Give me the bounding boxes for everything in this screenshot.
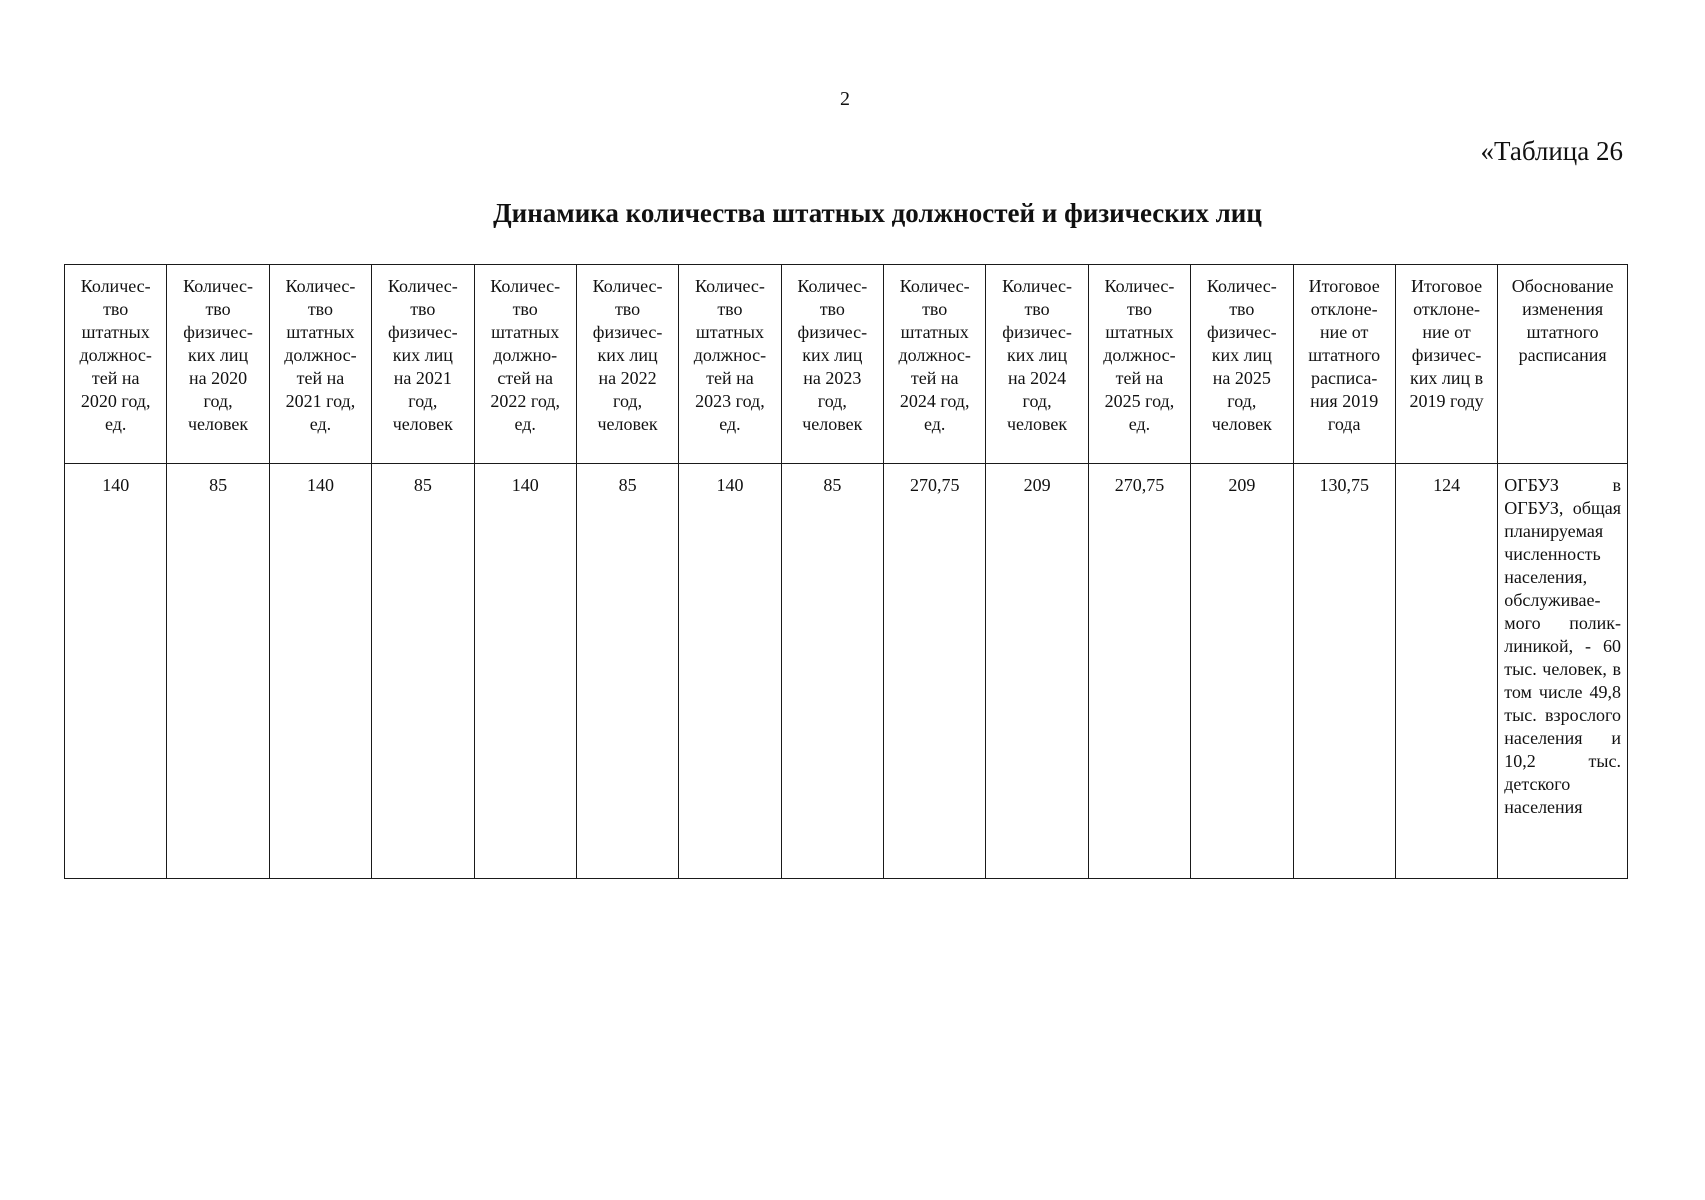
column-header xyxy=(781,265,883,464)
column-header-line: физичес- xyxy=(1002,322,1072,342)
table-header-row xyxy=(65,265,1628,464)
column-header-line: тво xyxy=(614,299,641,319)
table-cell: 85 xyxy=(781,464,883,879)
table-cell: 130,75 xyxy=(1293,464,1395,879)
table-cell: 209 xyxy=(986,464,1088,879)
column-header-line: год, xyxy=(817,391,847,411)
column-header-line: Итоговое xyxy=(1308,276,1380,296)
column-header-line: отклоне- xyxy=(1310,299,1378,319)
column-header-line: тво xyxy=(1229,299,1255,319)
column-header-line: ких лиц xyxy=(597,345,658,365)
column-header-line: человек xyxy=(1211,414,1272,434)
column-header xyxy=(679,265,781,464)
column-header-line: Количес- xyxy=(592,276,663,296)
column-header-line: человек xyxy=(392,414,453,434)
page-number: 2 xyxy=(840,88,850,110)
column-header-line: расписания xyxy=(1518,345,1607,365)
column-header-line: физичес- xyxy=(1411,345,1482,365)
column-header-line: ких лиц xyxy=(802,345,863,365)
column-header-line: штатных xyxy=(286,322,355,342)
column-header-line: на 2021 xyxy=(393,368,452,388)
column-header-line: тво xyxy=(103,299,129,319)
column-header xyxy=(1498,265,1628,464)
staff-dynamics-table xyxy=(64,264,1628,879)
column-header-line: Количес- xyxy=(797,276,868,296)
column-header xyxy=(474,265,576,464)
column-header-line: ких лиц xyxy=(392,345,453,365)
column-header-line: Количес- xyxy=(1206,276,1277,296)
column-header-line: на 2025 xyxy=(1212,368,1271,388)
column-header xyxy=(1191,265,1293,464)
column-header-line: тво xyxy=(1126,299,1153,319)
table-cell: 270,75 xyxy=(884,464,986,879)
column-header-line: физичес- xyxy=(1207,322,1277,342)
column-header-line: физичес- xyxy=(183,322,253,342)
table-cell: 85 xyxy=(372,464,474,879)
column-header-line: ед. xyxy=(1128,414,1151,434)
column-header-line: 2019 году xyxy=(1409,391,1484,411)
column-header xyxy=(372,265,474,464)
column-header-line: человек xyxy=(187,414,249,434)
column-header-line: Количес- xyxy=(387,276,458,296)
table-cell: 140 xyxy=(269,464,371,879)
table-cell: 85 xyxy=(167,464,269,879)
column-header-line: ких лиц в xyxy=(1410,368,1484,388)
column-header xyxy=(986,265,1088,464)
column-header-line: ед. xyxy=(309,414,332,434)
column-header-line: на 2023 xyxy=(803,368,862,388)
column-header-line: ких лиц xyxy=(1211,345,1272,365)
column-header-line: физичес- xyxy=(388,322,458,342)
column-header-line: тво xyxy=(717,299,743,319)
table-cell: 140 xyxy=(65,464,167,879)
column-header-line: Количес- xyxy=(183,276,254,296)
column-header-line: 2024 год, xyxy=(899,391,970,411)
column-header-line: тей на xyxy=(296,368,345,388)
column-header-line: ние от xyxy=(1422,322,1471,342)
column-header-line: Количес- xyxy=(285,276,356,296)
table-label: «Таблица 26 xyxy=(1480,136,1623,166)
column-header-line: изменения xyxy=(1522,299,1604,319)
column-header-line: ед. xyxy=(104,414,127,434)
column-header-line: год, xyxy=(1227,391,1257,411)
document-title: Динамика количества штатных должностей и физических лиц xyxy=(493,198,1262,228)
column-header xyxy=(1395,265,1497,464)
column-header-line: Количес- xyxy=(490,276,561,296)
column-header-line: ед. xyxy=(719,414,741,434)
column-header-line: тей на xyxy=(910,368,959,388)
column-header-line: 2022 год, xyxy=(490,391,560,411)
column-header-line: год, xyxy=(203,391,233,411)
column-header-line: тво xyxy=(512,299,538,319)
column-header-line: на 2024 xyxy=(1008,368,1067,388)
column-header-line: тей на xyxy=(1115,368,1164,388)
column-header-line: 2021 год, xyxy=(285,391,356,411)
table-cell: 85 xyxy=(576,464,678,879)
column-header-line: тво xyxy=(307,299,334,319)
column-header-line: 2025 год, xyxy=(1104,391,1175,411)
column-header-line: расписа- xyxy=(1310,368,1378,388)
column-header xyxy=(1293,265,1395,464)
column-header-line: должнос- xyxy=(693,345,767,365)
column-header xyxy=(269,265,371,464)
column-header xyxy=(65,265,167,464)
table-cell: 209 xyxy=(1191,464,1293,879)
column-header-line: ких лиц xyxy=(1006,345,1068,365)
column-header-line: штатных xyxy=(81,322,150,342)
column-header-line: отклоне- xyxy=(1413,299,1481,319)
column-header-line: Обоснование xyxy=(1511,276,1614,296)
column-header-line: человек xyxy=(802,414,863,434)
column-header-line: штатных xyxy=(491,322,560,342)
column-header-line: штатного xyxy=(1526,322,1599,342)
column-header-line: Количес- xyxy=(1104,276,1175,296)
column-header-line: ния 2019 xyxy=(1310,391,1379,411)
column-header-line: на 2020 xyxy=(189,368,248,388)
column-header-line: тво xyxy=(410,299,436,319)
column-header-line: человек xyxy=(1006,414,1068,434)
column-header-line: год, xyxy=(1022,391,1052,411)
column-header-line: штатных xyxy=(900,322,969,342)
column-header xyxy=(167,265,269,464)
column-header-line: Итоговое xyxy=(1410,276,1483,296)
column-header-line: 2020 год, xyxy=(80,391,151,411)
column-header-line: Количес- xyxy=(899,276,970,296)
column-header-line: должнос- xyxy=(898,345,971,365)
column-header-line: штатных xyxy=(1105,322,1174,342)
column-header-line: штатного xyxy=(1308,345,1381,365)
column-header-line: 2023 год, xyxy=(695,391,765,411)
column-header-line: должнос- xyxy=(79,345,152,365)
column-header xyxy=(576,265,678,464)
column-header-line: тво xyxy=(1024,299,1050,319)
column-header-line: год, xyxy=(408,391,438,411)
column-header-line: Количес- xyxy=(1002,276,1073,296)
column-header xyxy=(1088,265,1190,464)
column-header-line: Количес- xyxy=(694,276,765,296)
column-header-line: ких лиц xyxy=(187,345,249,365)
column-header-line: должнос- xyxy=(1103,345,1176,365)
column-header-line: штатных xyxy=(695,322,764,342)
table-cell: 140 xyxy=(474,464,576,879)
column-header-line: физичес- xyxy=(797,322,868,342)
table-row xyxy=(65,464,1628,879)
column-header-line: тво xyxy=(819,299,845,319)
column-header-line: тво xyxy=(922,299,948,319)
column-header-line: года xyxy=(1327,414,1361,434)
column-header-line: должнос- xyxy=(284,345,357,365)
column-header-line: тей на xyxy=(706,368,754,388)
column-header-line: ед. xyxy=(923,414,946,434)
column-header-line: Количес- xyxy=(80,276,151,296)
table-cell: 124 xyxy=(1395,464,1497,879)
column-header-line: стей на xyxy=(497,368,553,388)
justification-cell: ОГБУЗ в ОГБУЗ, общая планируемая численность населения, обслуживае-мого полик-линикой, - 60 тыс. человек, в том числе 49,8 тыс. взрослого населения и 10,2 тыс. детского населения xyxy=(1498,464,1628,879)
column-header-line: человек xyxy=(597,414,658,434)
column-header-line: физичес- xyxy=(592,322,663,342)
column-header-line: должно- xyxy=(493,345,558,365)
column-header-line: тво xyxy=(205,299,231,319)
column-header-line: тей на xyxy=(91,368,140,388)
column-header-line: на 2022 xyxy=(598,368,657,388)
column-header-line: год, xyxy=(613,391,643,411)
column-header-line: ед. xyxy=(514,414,536,434)
column-header-line: ние от xyxy=(1319,322,1369,342)
column-header xyxy=(884,265,986,464)
table-cell: 140 xyxy=(679,464,781,879)
table-cell: 270,75 xyxy=(1088,464,1190,879)
